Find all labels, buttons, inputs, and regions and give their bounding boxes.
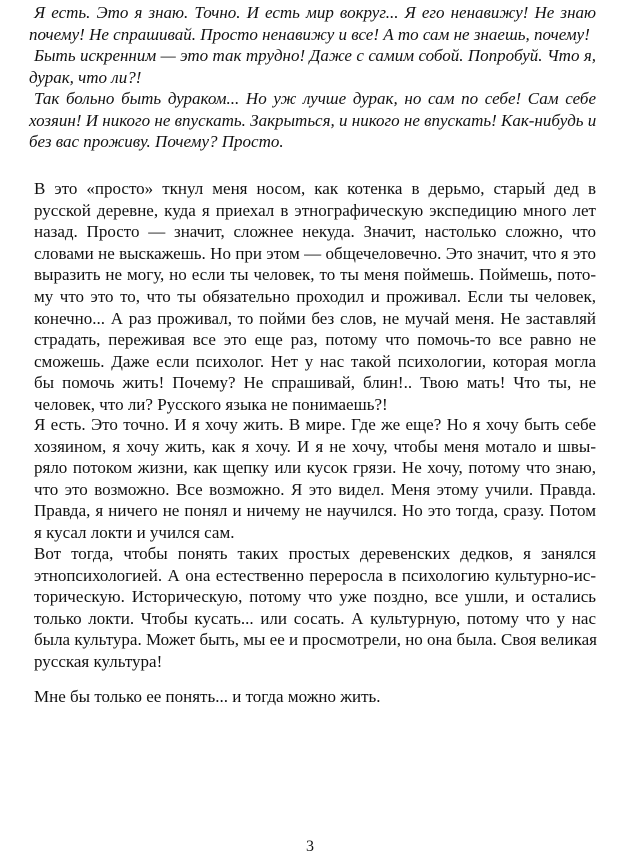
text-line: что это возможно. Все возможно. Я это видел. Меня этому учили. Правда.	[34, 479, 596, 499]
text-line: Я есть. Это я знаю. Точно. И есть мир вокруг... Я его ненавижу! Не знаю	[34, 3, 596, 22]
text-line: Правда, я ничего не понял и ничему не научился. Но это тогда, сразу. Потом	[34, 501, 596, 521]
text-line: страдать, переживая все это еще раз, потому что помочь-то все равно не	[34, 330, 596, 350]
paragraph-5	[34, 414, 596, 544]
text-line: без вас проживу. Почему? Просто.	[29, 132, 284, 152]
text-line: Я есть. Это точно. И я хочу жить. В мире. Где же еще? Но я хочу быть себе	[34, 415, 596, 434]
paragraph-italic-1	[29, 2, 596, 45]
text-line: русской деревне, куда я приехал в этнографическую экспедицию много лет	[34, 200, 596, 220]
text-line: бы помочь жить! Почему? Не спрашивай, блин!.. Твою мать! Что ты, не	[34, 373, 596, 393]
text-line: этнопсихологией. А она естественно переросла в психологию культурно-ис-	[34, 565, 596, 585]
text-line: В это «просто» ткнул меня носом, как котенка в дерьмо, старый дед в	[34, 179, 596, 198]
text-line: словами не выскажешь. Но при этом — общечеловечно. Это значит, что я это	[34, 243, 596, 263]
text-line: русская культура!	[34, 651, 163, 671]
paragraph-7	[34, 686, 596, 708]
text-line: му что это то, что ты обязательно проходил и проживал. Если ты человек,	[34, 286, 596, 306]
text-line: только локти. Чтобы кусать... или сосать. А культурную, потому что у нас	[34, 608, 596, 628]
text-line: я кусал локти и учился сам.	[34, 522, 235, 542]
text-line: выразить не могу, но если ты человек, то ты меня поймешь. Поймешь, пото-	[34, 265, 596, 285]
paragraph-4	[34, 178, 596, 416]
text-line: хозяин! И никого не впускать. Закрыться, и никого не впускать! Как-нибудь и	[29, 110, 597, 130]
text-line: была культура. Может быть, мы ее и просмотрели, но она была. Своя великая	[34, 630, 597, 650]
text-line: человек, что ли? Русского языка не понимаешь?!	[34, 394, 388, 414]
text-line: хозяином, я хочу жить, как я хочу. И я не хочу, чтобы меня мотало и швы-	[34, 436, 596, 456]
text-line: Мне бы только ее понять... и тогда можно жить.	[34, 687, 381, 706]
paragraph-italic-3	[29, 88, 597, 153]
text-line: почему! Не спрашивай. Просто ненавижу и все! А то сам не знаешь, почему!	[29, 24, 590, 44]
text-line: конечно... А раз проживал, то пойми без слов, не мучай меня. Не заставляй	[34, 308, 596, 328]
text-line: дурак, что ли?!	[29, 67, 142, 87]
text-line: сможешь. Даже если психолог. Нет у нас такой психологии, которая могла	[34, 351, 596, 371]
text-line: Быть искренним — это так трудно! Даже с самим собой. Попробуй. Что я,	[34, 46, 596, 65]
text-line: назад. Просто — значит, сложнее некуда. Значит, настолько сложно, что	[34, 222, 596, 242]
text-line: торическую. Историческую, потому что уже поздно, все ушли, и остались	[34, 587, 596, 607]
text-line: ряло потоком жизни, как щепку или кусок грязи. Не хочу, потому что знаю,	[34, 458, 596, 478]
paragraph-6	[34, 543, 596, 673]
text-line: Так больно быть дураком... Но уж лучше дурак, но сам по себе! Сам себе	[34, 89, 596, 108]
text-line: Вот тогда, чтобы понять таких простых деревенских дедков, я занялся	[34, 544, 596, 563]
paragraph-italic-2	[29, 45, 596, 88]
page-number: 3	[306, 838, 314, 855]
